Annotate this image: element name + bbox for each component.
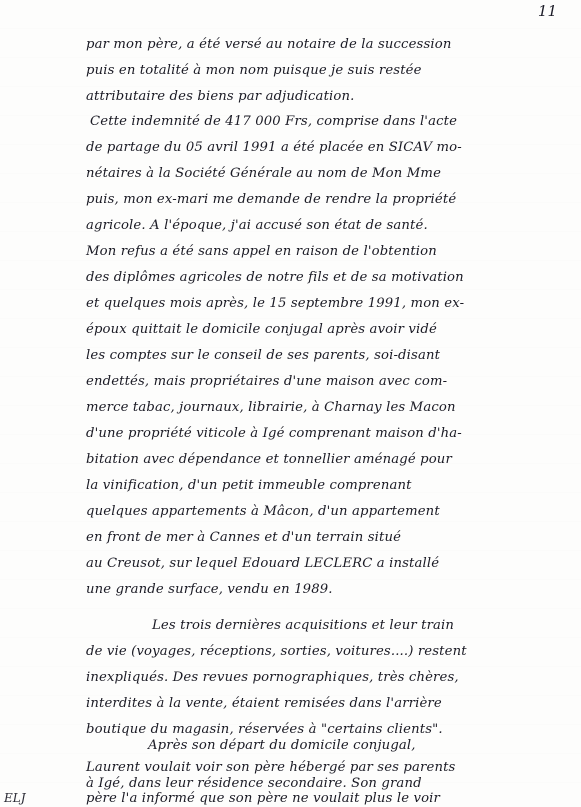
text-line: et quelques mois après, le 15 septembre 1991, mon ex-	[86, 296, 465, 311]
text-line: endettés, mais propriétaires d'une maison avec com-	[86, 374, 448, 389]
text-line: puis en totalité à mon nom puisque je suis restée	[86, 63, 422, 78]
text-line: père l'a informé que son père ne voulait plus le voir	[86, 791, 440, 806]
text-line: Après son départ du domicile conjugal,	[148, 738, 416, 753]
text-line: la vinification, d'un petit immeuble comprenant	[86, 478, 412, 493]
text-line: inexpliqués. Des revues pornographiques, très chères,	[86, 670, 459, 685]
page-number: 11	[537, 2, 557, 20]
text-line: interdites à la vente, étaient remisées dans l'arrière	[86, 696, 442, 711]
text-line: une grande surface, vendu en 1989.	[86, 582, 333, 597]
text-line: époux quittait le domicile conjugal après avoir vidé	[86, 322, 437, 337]
text-line: boutique du magasin, réservées à "certains clients".	[86, 722, 443, 737]
text-line: nétaires à la Société Générale au nom de Mon Mme	[86, 166, 442, 181]
text-line: des diplômes agricoles de notre fils et de sa motivation	[86, 270, 464, 285]
text-line: d'une propriété viticole à Igé comprenant maison d'ha-	[86, 426, 462, 441]
text-line: Mon refus a été sans appel en raison de l'obtention	[86, 244, 437, 259]
text-line: en front de mer à Cannes et d'un terrain situé	[86, 530, 402, 545]
text-line: attributaire des biens par adjudication.	[86, 89, 355, 104]
text-line: de partage du 05 avril 1991 a été placée en SICAV mo-	[86, 140, 462, 155]
text-line: quelques appartements à Mâcon, d'un appartement	[86, 504, 440, 519]
text-line: les comptes sur le conseil de ses parents, soi-disant	[86, 348, 441, 363]
text-line: Laurent voulait voir son père hébergé par ses parents	[86, 760, 456, 775]
text-line: puis, mon ex-mari me demande de rendre la propriété	[86, 192, 457, 207]
text-line: par mon père, a été versé au notaire de la succession	[86, 37, 452, 52]
author-initials: ELJ	[4, 791, 26, 805]
text-line: de vie (voyages, réceptions, sorties, voitures....) restent	[86, 644, 467, 659]
text-line: bitation avec dépendance et tonnellier aménagé pour	[86, 452, 452, 467]
text-line: agricole. A l'époque, j'ai accusé son état de santé.	[86, 218, 428, 233]
text-line: à Igé, dans leur résidence secondaire. Son grand	[86, 776, 422, 791]
text-line: au Creusot, sur lequel Edouard LECLERC a installé	[86, 556, 440, 571]
text-line: Cette indemnité de 417 000 Frs, comprise dans l'acte	[90, 114, 458, 129]
text-line: merce tabac, journaux, librairie, à Charnay les Macon	[86, 400, 456, 415]
text-line: Les trois dernières acquisitions et leur train	[152, 618, 455, 633]
